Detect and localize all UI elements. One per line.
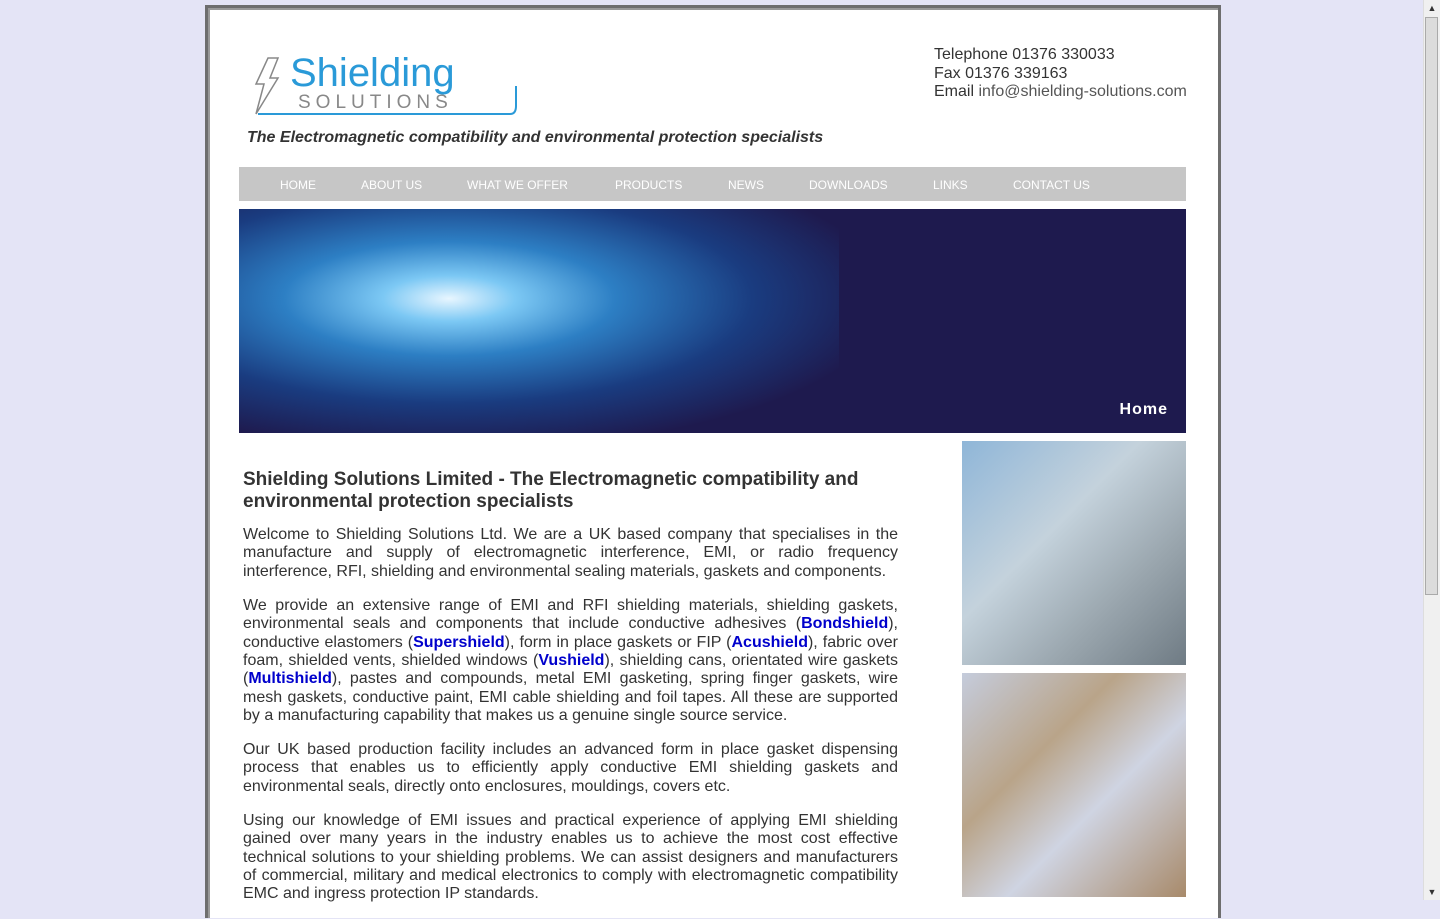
- link-vushield[interactable]: Vushield: [538, 651, 605, 669]
- nav-downloads[interactable]: DOWNLOADS: [809, 178, 888, 192]
- main-nav: [239, 167, 1186, 201]
- text: ), pastes and compounds, metal EMI gasketing, spring finger gaskets, wire mesh gaskets, conductive paint, EMI cable shielding and foil tapes. All these are supported by a manufacturing capability that makes us a genuine single source service.: [243, 670, 898, 725]
- link-multishield[interactable]: Multishield: [248, 670, 332, 688]
- main-content: [243, 469, 898, 919]
- nav-home[interactable]: HOME: [280, 178, 316, 192]
- scrollbar-thumb[interactable]: [1425, 17, 1438, 595]
- nav-news[interactable]: NEWS: [728, 178, 764, 192]
- page-title: Shielding Solutions Limited - The Electromagnetic compatibility and environmental protection specialists: [243, 469, 859, 512]
- hero-banner: [239, 209, 1186, 433]
- tagline: The Electromagnetic compatibility and environmental protection specialists: [247, 129, 824, 146]
- link-supershield[interactable]: Supershield: [413, 633, 505, 651]
- banner-page-label: Home: [1119, 401, 1168, 418]
- nav-links[interactable]: LINKS: [933, 178, 968, 192]
- scroll-down-arrow-icon[interactable]: ▼: [1427, 887, 1437, 897]
- light-streaks-image: [239, 209, 839, 433]
- text: ), form in place gaskets or FIP (: [504, 633, 732, 651]
- gasket-dispensing-photo: [962, 441, 1186, 665]
- link-bondshield[interactable]: Bondshield: [801, 615, 889, 633]
- products-paragraph: [243, 597, 898, 726]
- vertical-scrollbar[interactable]: [1423, 0, 1440, 900]
- lightning-logo-icon: [248, 46, 518, 121]
- intro-paragraph: Welcome to Shielding Solutions Ltd. We are a UK based company that specialises in the manufacture and supply of electromagnetic interference, EMI, or radio frequency interference, RFI, shielding and environmental sealing materials, gaskets and components.: [243, 526, 898, 580]
- contact-info: [934, 46, 1187, 102]
- page-container: [205, 5, 1221, 918]
- text: ), shielding cans, orientated wire gaskets (: [243, 651, 898, 688]
- text: We provide an extensive range of EMI and RFI shielding materials, shielding gaskets, environmental seals and components that include conductive adhesives (: [243, 596, 898, 633]
- nav-about-us[interactable]: ABOUT US: [361, 178, 423, 192]
- gaskets-photo: [962, 673, 1186, 897]
- scroll-up-arrow-icon[interactable]: ▲: [1427, 3, 1437, 13]
- fax: Fax 01376 339163: [934, 64, 1068, 82]
- telephone: Telephone 01376 330033: [934, 46, 1115, 63]
- text: ), conductive elastomers (: [243, 615, 898, 651]
- knowledge-paragraph: Using our knowledge of EMI issues and practical experience of applying EMI shielding gained over many years in the industry enables us to achieve the most cost effective technical solutions to your shielding problems. We can assist designers and manufacturers of commercial, military and medical electronics to comply with electromagnetic compatibility EMC and ingress protection IP standards.: [243, 811, 898, 903]
- nav-products[interactable]: PRODUCTS: [615, 178, 683, 192]
- nav-what-we-offer[interactable]: WHAT WE OFFER: [467, 178, 568, 192]
- production-paragraph: Our UK based production facility includes an advanced form in place gasket dispensing process that enables us to efficiently apply conductive EMI shielding gaskets and environmental seals, directly onto enclosures, mouldings, covers etc.: [243, 741, 898, 795]
- svg-text:SOLUTIONS: SOLUTIONS: [298, 92, 453, 113]
- email-label: Email: [934, 83, 975, 100]
- text: ), fabric over foam, shielded vents, shielded windows (: [243, 633, 899, 669]
- link-acushield[interactable]: Acushield: [731, 633, 808, 651]
- email-link[interactable]: info@shielding-solutions.com: [978, 83, 1187, 100]
- nav-contact-us[interactable]: CONTACT US: [1013, 178, 1090, 192]
- company-logo[interactable]: [248, 46, 518, 121]
- svg-text:Shielding: Shielding: [290, 51, 455, 95]
